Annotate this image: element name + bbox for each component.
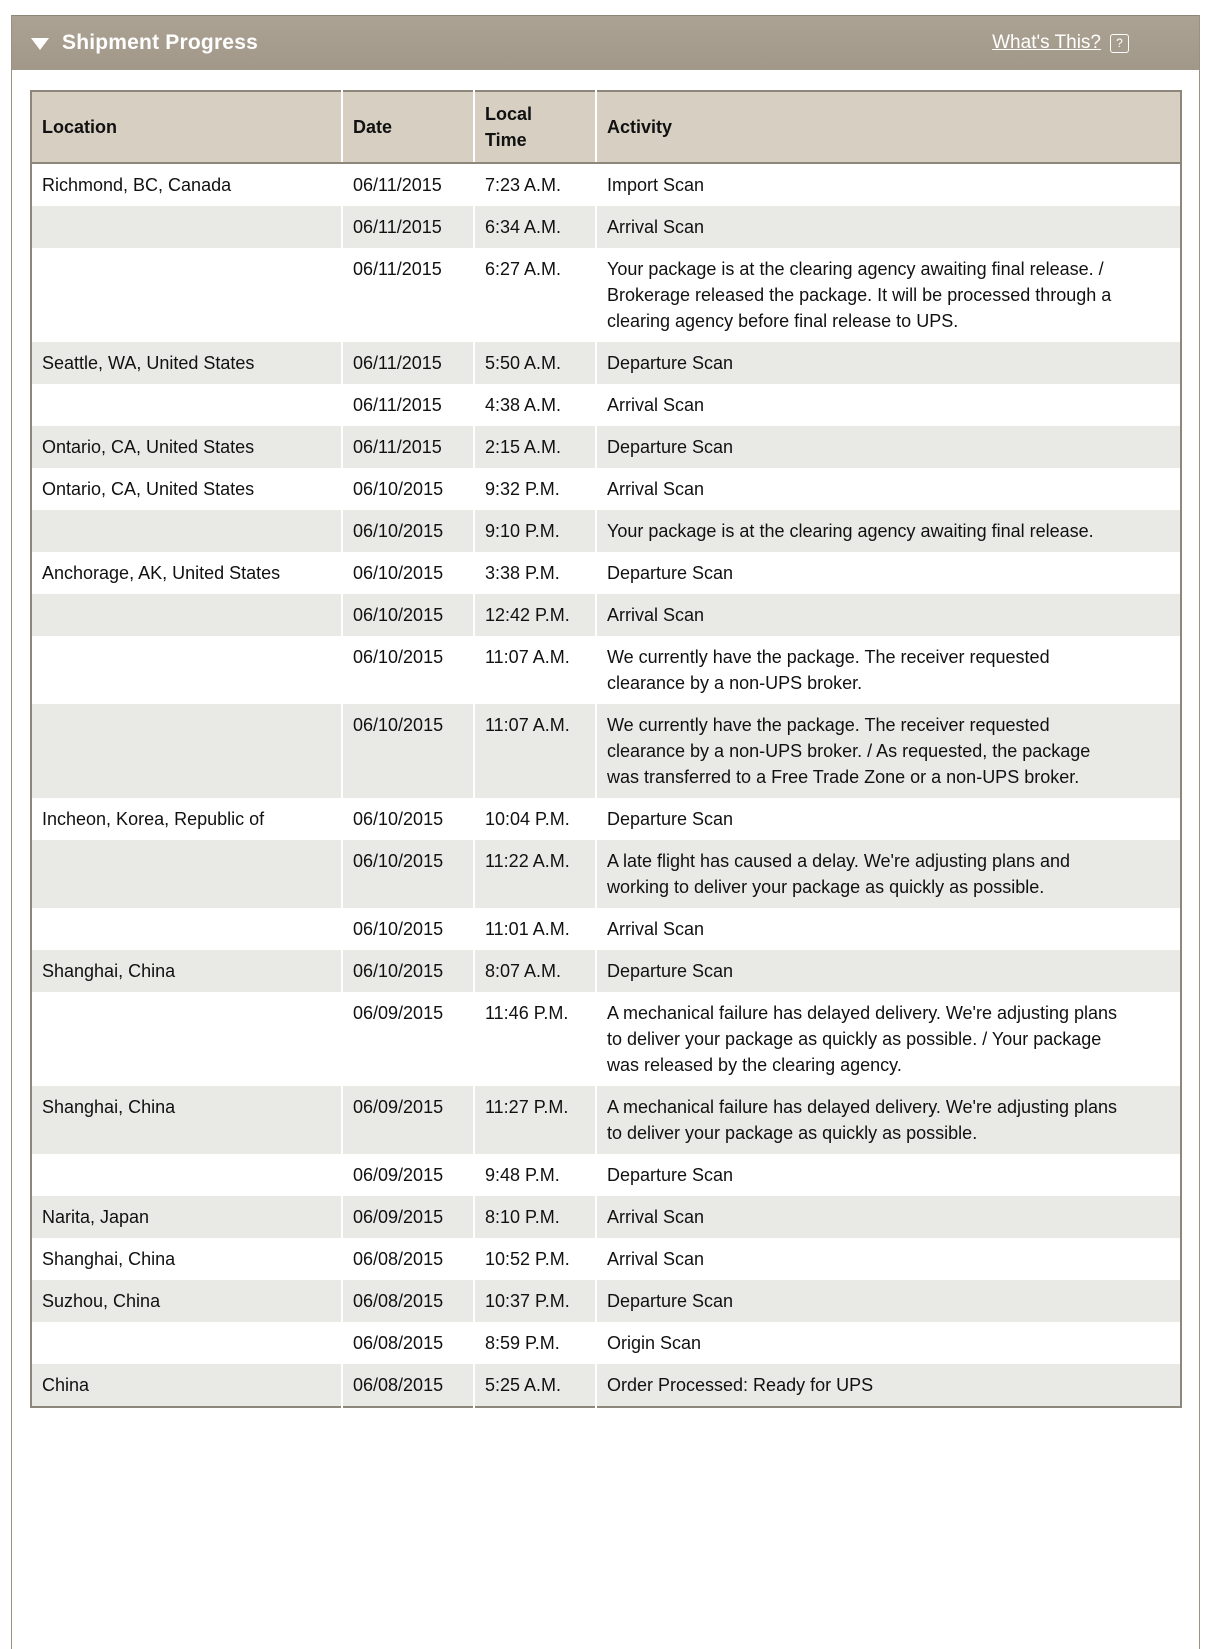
cell-location — [31, 1154, 342, 1196]
cell-location: Anchorage, AK, United States — [31, 552, 342, 594]
panel-header — [12, 15, 1199, 70]
cell-date: 06/11/2015 — [342, 342, 474, 384]
table-row — [31, 1238, 1181, 1280]
column-header-date: Date — [342, 91, 474, 163]
cell-location — [31, 908, 342, 950]
cell-activity: Arrival Scan — [596, 1238, 1181, 1280]
cell-time: 11:07 A.M. — [474, 636, 596, 704]
table-row — [31, 552, 1181, 594]
help-icon-glyph: ? — [1116, 35, 1123, 50]
cell-location: Ontario, CA, United States — [31, 426, 342, 468]
cell-time: 12:42 P.M. — [474, 594, 596, 636]
cell-date: 06/11/2015 — [342, 163, 474, 206]
cell-location: Narita, Japan — [31, 1196, 342, 1238]
cell-time: 10:52 P.M. — [474, 1238, 596, 1280]
cell-time: 11:07 A.M. — [474, 704, 596, 798]
cell-location — [31, 636, 342, 704]
table-row — [31, 798, 1181, 840]
cell-date: 06/10/2015 — [342, 594, 474, 636]
cell-activity: A late flight has caused a delay. We're adjusting plans and working to deliver your package as quickly as possible. — [596, 840, 1181, 908]
cell-time: 10:04 P.M. — [474, 798, 596, 840]
cell-date: 06/08/2015 — [342, 1280, 474, 1322]
header-actions — [992, 32, 1129, 54]
cell-activity: Import Scan — [596, 163, 1181, 206]
cell-date: 06/08/2015 — [342, 1322, 474, 1364]
cell-date: 06/09/2015 — [342, 1196, 474, 1238]
cell-activity: Arrival Scan — [596, 908, 1181, 950]
cell-time: 10:37 P.M. — [474, 1280, 596, 1322]
cell-date: 06/11/2015 — [342, 248, 474, 342]
cell-activity: Departure Scan — [596, 1280, 1181, 1322]
cell-activity: Arrival Scan — [596, 468, 1181, 510]
cell-activity: Departure Scan — [596, 950, 1181, 992]
cell-time: 6:27 A.M. — [474, 248, 596, 342]
cell-location — [31, 248, 342, 342]
whats-this-link[interactable]: What's This? — [992, 32, 1101, 53]
cell-date: 06/10/2015 — [342, 908, 474, 950]
cell-date: 06/08/2015 — [342, 1238, 474, 1280]
cell-date: 06/11/2015 — [342, 206, 474, 248]
cell-activity: Departure Scan — [596, 1154, 1181, 1196]
cell-date: 06/11/2015 — [342, 426, 474, 468]
cell-date: 06/09/2015 — [342, 992, 474, 1086]
table-row — [31, 1086, 1181, 1154]
column-header-local-time: Local Time — [474, 91, 596, 163]
cell-activity: Order Processed: Ready for UPS — [596, 1364, 1181, 1407]
table-row — [31, 426, 1181, 468]
cell-date: 06/10/2015 — [342, 552, 474, 594]
cell-time: 9:32 P.M. — [474, 468, 596, 510]
cell-location: Incheon, Korea, Republic of — [31, 798, 342, 840]
cell-activity: A mechanical failure has delayed delivery. We're adjusting plans to deliver your package as quickly as possible. / Your package was released by the clearing agency. — [596, 992, 1181, 1086]
cell-date: 06/08/2015 — [342, 1364, 474, 1407]
cell-location: Shanghai, China — [31, 1086, 342, 1154]
table-row — [31, 636, 1181, 704]
cell-location — [31, 704, 342, 798]
table-row — [31, 1280, 1181, 1322]
cell-time: 6:34 A.M. — [474, 206, 596, 248]
collapse-toggle[interactable] — [31, 31, 258, 55]
cell-activity: Your package is at the clearing agency awaiting final release. — [596, 510, 1181, 552]
table-row — [31, 342, 1181, 384]
triangle-down-icon — [31, 38, 49, 50]
shipment-progress-panel — [11, 15, 1200, 1649]
cell-activity: Departure Scan — [596, 552, 1181, 594]
table-row — [31, 1364, 1181, 1407]
cell-time: 11:46 P.M. — [474, 992, 596, 1086]
cell-date: 06/09/2015 — [342, 1154, 474, 1196]
table-row — [31, 384, 1181, 426]
cell-time: 8:59 P.M. — [474, 1322, 596, 1364]
cell-date: 06/10/2015 — [342, 510, 474, 552]
help-icon[interactable] — [1110, 34, 1129, 53]
cell-date: 06/10/2015 — [342, 950, 474, 992]
cell-location: Seattle, WA, United States — [31, 342, 342, 384]
table-row — [31, 468, 1181, 510]
cell-date: 06/09/2015 — [342, 1086, 474, 1154]
cell-date: 06/10/2015 — [342, 840, 474, 908]
table-row — [31, 1322, 1181, 1364]
panel-body — [12, 70, 1199, 1408]
cell-date: 06/10/2015 — [342, 704, 474, 798]
cell-activity: We currently have the package. The receiver requested clearance by a non-UPS broker. — [596, 636, 1181, 704]
cell-time: 8:07 A.M. — [474, 950, 596, 992]
table-row — [31, 992, 1181, 1086]
table-row — [31, 1154, 1181, 1196]
cell-time: 11:01 A.M. — [474, 908, 596, 950]
table-row — [31, 594, 1181, 636]
cell-activity: Arrival Scan — [596, 384, 1181, 426]
cell-time: 3:38 P.M. — [474, 552, 596, 594]
cell-date: 06/11/2015 — [342, 384, 474, 426]
cell-activity: Departure Scan — [596, 426, 1181, 468]
cell-location — [31, 206, 342, 248]
table-row — [31, 840, 1181, 908]
cell-activity: Your package is at the clearing agency awaiting final release. / Brokerage released the package. It will be processed through a clearing agency before final release to UPS. — [596, 248, 1181, 342]
cell-location — [31, 510, 342, 552]
cell-activity: We currently have the package. The receiver requested clearance by a non-UPS broker. / As requested, the package was transferred to a Free Trade Zone or a non-UPS broker. — [596, 704, 1181, 798]
cell-date: 06/10/2015 — [342, 636, 474, 704]
cell-time: 11:27 P.M. — [474, 1086, 596, 1154]
table-row — [31, 248, 1181, 342]
cell-time: 8:10 P.M. — [474, 1196, 596, 1238]
cell-activity: Origin Scan — [596, 1322, 1181, 1364]
cell-location — [31, 840, 342, 908]
cell-location — [31, 1322, 342, 1364]
cell-location: Shanghai, China — [31, 1238, 342, 1280]
cell-time: 9:48 P.M. — [474, 1154, 596, 1196]
column-header-location: Location — [31, 91, 342, 163]
cell-location: Shanghai, China — [31, 950, 342, 992]
table-row — [31, 950, 1181, 992]
panel-title: Shipment Progress — [62, 31, 258, 54]
cell-location — [31, 384, 342, 426]
cell-time: 4:38 A.M. — [474, 384, 596, 426]
cell-location: Ontario, CA, United States — [31, 468, 342, 510]
cell-activity: Arrival Scan — [596, 594, 1181, 636]
cell-activity: A mechanical failure has delayed delivery. We're adjusting plans to deliver your package as quickly as possible. — [596, 1086, 1181, 1154]
cell-activity: Arrival Scan — [596, 206, 1181, 248]
cell-time: 5:25 A.M. — [474, 1364, 596, 1407]
table-row — [31, 1196, 1181, 1238]
cell-date: 06/10/2015 — [342, 468, 474, 510]
cell-location — [31, 594, 342, 636]
cell-activity: Departure Scan — [596, 342, 1181, 384]
shipment-progress-table — [30, 90, 1182, 1408]
cell-time: 11:22 A.M. — [474, 840, 596, 908]
table-row — [31, 704, 1181, 798]
cell-time: 2:15 A.M. — [474, 426, 596, 468]
column-header-activity: Activity — [596, 91, 1181, 163]
cell-time: 7:23 A.M. — [474, 163, 596, 206]
table-row — [31, 908, 1181, 950]
table-row — [31, 163, 1181, 206]
cell-time: 5:50 A.M. — [474, 342, 596, 384]
cell-activity: Departure Scan — [596, 798, 1181, 840]
table-header-row — [31, 91, 1181, 163]
cell-time: 9:10 P.M. — [474, 510, 596, 552]
cell-activity: Arrival Scan — [596, 1196, 1181, 1238]
table-row — [31, 206, 1181, 248]
cell-location: Richmond, BC, Canada — [31, 163, 342, 206]
table-row — [31, 510, 1181, 552]
cell-location — [31, 992, 342, 1086]
cell-location: Suzhou, China — [31, 1280, 342, 1322]
cell-location: China — [31, 1364, 342, 1407]
cell-date: 06/10/2015 — [342, 798, 474, 840]
